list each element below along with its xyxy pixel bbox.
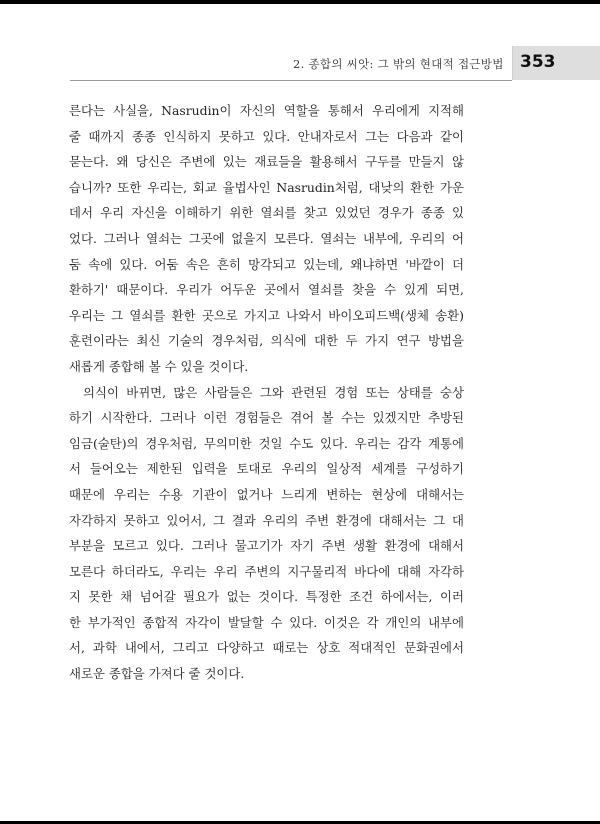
text-line: 서, 과학 내에서, 그리고 다양하고 때로는 상호 적대적인 문화권에서 <box>69 640 464 656</box>
text-line: 었다. 그러나 열쇠는 그곳에 없을지 모른다. 열쇠는 내부에, 우리의 어 <box>69 230 464 246</box>
running-head: 2. 종합의 씨앗: 그 밖의 현대적 접근방법 <box>293 57 504 71</box>
text-line: 데서 우리 자신을 이해하기 위한 열쇠를 찾고 있었던 경우가 종종 있 <box>69 205 464 221</box>
text-line: 둠 속에 있다. 어둠 속은 흔히 망각되고 있는데, 왜냐하면 '바깥이 더 <box>69 256 464 272</box>
text-line: 하기 시작한다. 그러나 이런 경험들은 겪어 볼 수는 있겠지만 추방된 <box>69 410 464 426</box>
body-text <box>69 98 464 687</box>
page-header <box>0 0 600 90</box>
text-line: 지 못한 채 넘어갈 필요가 없는 것이다. 특정한 조건 하에서는, 이러 <box>69 589 464 605</box>
text-line: 습니까? 또한 우리는, 회교 율법사인 Nasrudin처럼, 대낮의 환한 가운 <box>69 179 464 195</box>
text-line: 한 부가적인 종합적 자각이 발달할 수 있다. 이것은 각 개인의 내부에 <box>69 614 464 630</box>
text-line: 새롭게 종합해 볼 수 있을 것이다. <box>69 358 249 374</box>
paragraph <box>69 380 464 687</box>
header-rule <box>70 80 512 81</box>
text-line: 우리는 그 열쇠를 환한 곳으로 가지고 나와서 바이오피드백(생체 송환) <box>69 307 464 323</box>
text-line: 른다는 사실을, Nasrudin이 자신의 역할을 통해서 우리에게 지적해 <box>69 103 464 118</box>
text-line: 묻는다. 왜 당신은 주변에 있는 재료들을 활용해서 구두를 만들지 않 <box>69 154 464 170</box>
text-line: 새로운 종합을 가져다 줄 것이다. <box>69 666 245 682</box>
text-line: 모른다 하더라도, 우리는 우리 주변의 지구물리적 바다에 대해 자각하 <box>69 563 464 579</box>
text-line: 서 들어오는 제한된 입력을 토대로 우리의 일상적 세계를 구성하기 <box>69 461 464 477</box>
paragraph <box>69 98 464 380</box>
text-line: 자각하지 못하고 있어서, 그 결과 우리의 주변 환경에 대해서는 그 대 <box>69 512 464 528</box>
text-line: 때문에 우리는 수용 기관이 없거나 느리게 변하는 현상에 대해서는 <box>69 486 464 502</box>
page-number: 353 <box>520 52 556 72</box>
text-line: 부분을 모르고 있다. 그러나 물고기가 자기 주변 생활 환경에 대해서 <box>69 538 464 554</box>
text-line: 임금(술탄)의 경우처럼, 무의미한 것일 수도 있다. 우리는 감각 계통에 <box>69 435 464 451</box>
text-line: 환하기' 때문이다. 우리가 어두운 곳에서 열쇠를 찾을 수 있게 되면, <box>69 282 464 298</box>
text-line: 의식이 바뀌면, 많은 사람들은 그와 관련된 경험 또는 상태를 숭상 <box>83 384 464 400</box>
text-line: 줄 때까지 종종 인식하지 못하고 있다. 안내자로서 그는 다음과 같이 <box>69 128 464 144</box>
text-line: 훈련이라는 최신 기술의 경우처럼, 의식에 대한 두 가지 연구 방법을 <box>69 333 464 349</box>
